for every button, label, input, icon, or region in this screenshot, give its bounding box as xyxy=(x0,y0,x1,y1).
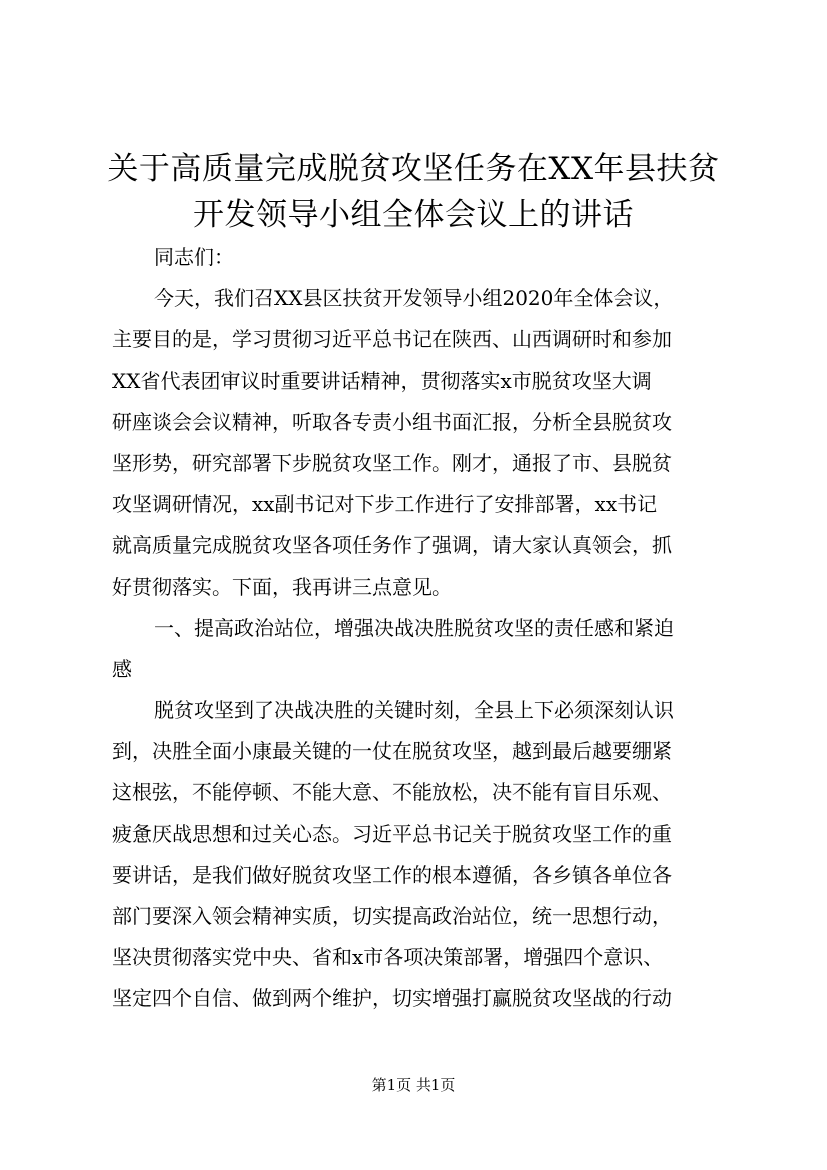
section-heading: 一、提高政治站位，增强决战决胜脱贫攻坚的责任感和紧迫 xyxy=(154,615,674,640)
paragraph-line: 攻坚调研情况，xx副书记对下步工作进行了安排部署，xx书记 xyxy=(112,492,658,517)
paragraph-line: 这根弦，不能停顿、不能大意、不能放松，决不能有盲目乐观、 xyxy=(112,780,672,805)
paragraph-line: 到，决胜全面小康最关键的一仗在脱贫攻坚，越到最后越要绷紧 xyxy=(112,739,672,764)
paragraph-line: 就高质量完成脱贫攻坚各项任务作了强调，请大家认真领会，抓 xyxy=(112,533,672,558)
paragraph-line: 好贯彻落实。下面，我再讲三点意见。 xyxy=(112,574,452,599)
section-heading-continued: 感 xyxy=(112,656,132,681)
paragraph-line: 疲惫厌战思想和过关心态。习近平总书记关于脱贫攻坚工作的重 xyxy=(112,821,672,846)
paragraph-line: 脱贫攻坚到了决战决胜的关键时刻，全县上下必须深刻认识 xyxy=(154,698,674,723)
paragraph-line: XX省代表团审议时重要讲话精神，贯彻落实x市脱贫攻坚大调 xyxy=(112,368,652,393)
paragraph-line: 坚定四个自信、做到两个维护，切实增强打赢脱贫攻坚战的行动 xyxy=(112,986,672,1011)
paragraph-line: 坚决贯彻落实党中央、省和x市各项决策部署，增强四个意识、 xyxy=(112,945,664,970)
paragraph-line: 研座谈会会议精神，听取各专责小组书面汇报，分析全县脱贫攻 xyxy=(112,409,672,434)
title-line-1: 关于高质量完成脱贫攻坚任务在XX年县扶贫 xyxy=(107,151,720,187)
salutation: 同志们： xyxy=(154,245,234,269)
paragraph-line: 部门要深入领会精神实质，切实提高政治站位，统一思想行动， xyxy=(112,904,672,928)
paragraph-line: 主要目的是，学习贯彻习近平总书记在陕西、山西调研时和参加 xyxy=(112,327,672,352)
page-footer: 第1页 共1页 xyxy=(371,1076,456,1094)
paragraph-line: 要讲话，是我们做好脱贫攻坚工作的根本遵循，各乡镇各单位各 xyxy=(112,862,672,887)
document-title xyxy=(100,146,727,238)
title-line-2: 开发领导小组全体会议上的讲话 xyxy=(193,197,634,233)
paragraph-line: 坚形势，研究部署下步脱贫攻坚工作。刚才，通报了市、县脱贫 xyxy=(112,450,672,475)
paragraph-line: 今天，我们召XX县区扶贫开发领导小组2020年全体会议， xyxy=(154,286,674,311)
document-body xyxy=(112,237,732,1020)
